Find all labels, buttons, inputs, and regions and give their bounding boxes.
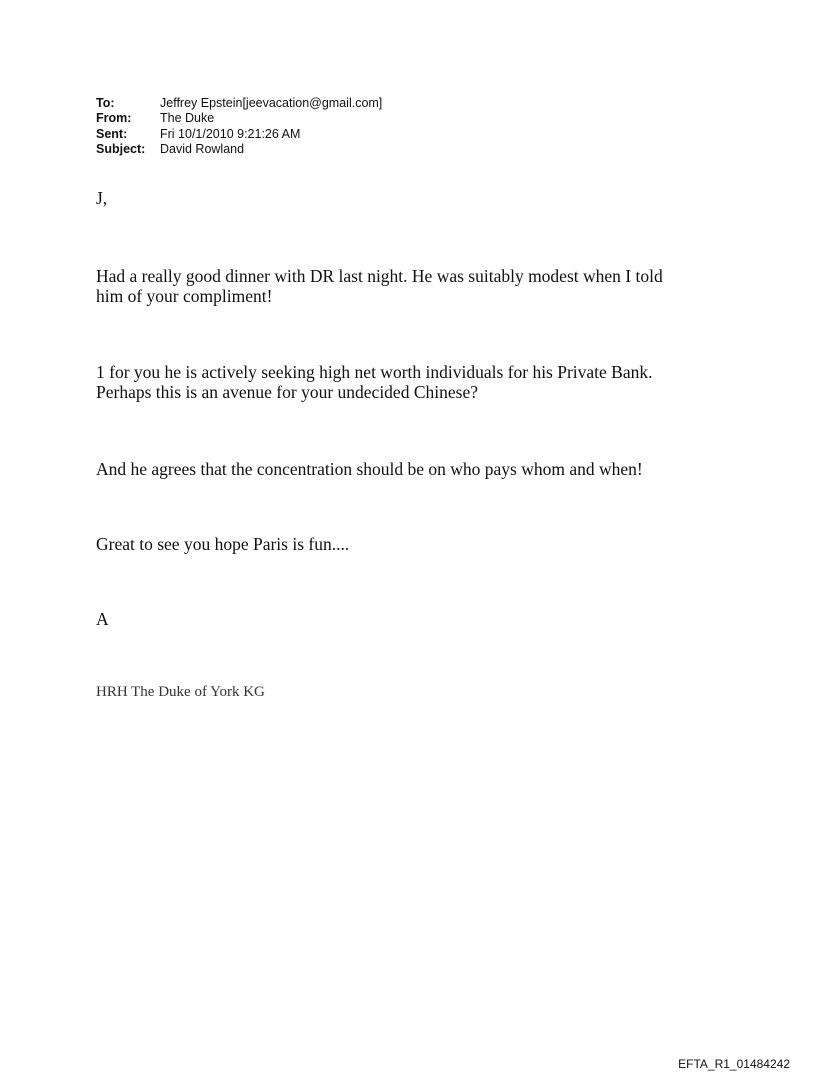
paragraph-concentration: And he agrees that the concentration should be on who pays whom and when! bbox=[96, 459, 643, 479]
header-subject-row bbox=[96, 142, 382, 157]
signature: HRH The Duke of York KG bbox=[96, 684, 265, 700]
paragraph-line: 1 for you he is actively seeking high net worth individuals for his Private Bank. bbox=[96, 362, 653, 382]
to-value: Jeffrey Epstein[jeevacation@gmail.com] bbox=[160, 96, 383, 110]
header-from-row bbox=[96, 111, 382, 126]
header-to-row bbox=[96, 96, 382, 111]
salutation: J, bbox=[96, 188, 108, 208]
paragraph-paris: Great to see you hope Paris is fun.... bbox=[96, 534, 350, 554]
subject-label: Subject: bbox=[96, 141, 146, 156]
header-sent-row bbox=[96, 127, 382, 142]
paragraph-line: Perhaps this is an avenue for your undecided Chinese? bbox=[96, 382, 478, 402]
signoff: A bbox=[96, 609, 109, 629]
to-label: To: bbox=[96, 96, 115, 110]
sent-label: Sent: bbox=[96, 126, 128, 141]
paragraph-line: Had a really good dinner with DR last night. He was suitably modest when I told bbox=[96, 266, 663, 286]
document-id: EFTA_R1_01484242 bbox=[678, 1057, 790, 1071]
email-header bbox=[96, 96, 382, 157]
subject-value: David Rowland bbox=[160, 141, 245, 156]
from-label: From: bbox=[96, 111, 132, 126]
paragraph-line: him of your compliment! bbox=[96, 286, 273, 306]
sent-value: Fri 10/1/2010 9:21:26 AM bbox=[160, 126, 301, 141]
from-value: The Duke bbox=[160, 111, 215, 126]
